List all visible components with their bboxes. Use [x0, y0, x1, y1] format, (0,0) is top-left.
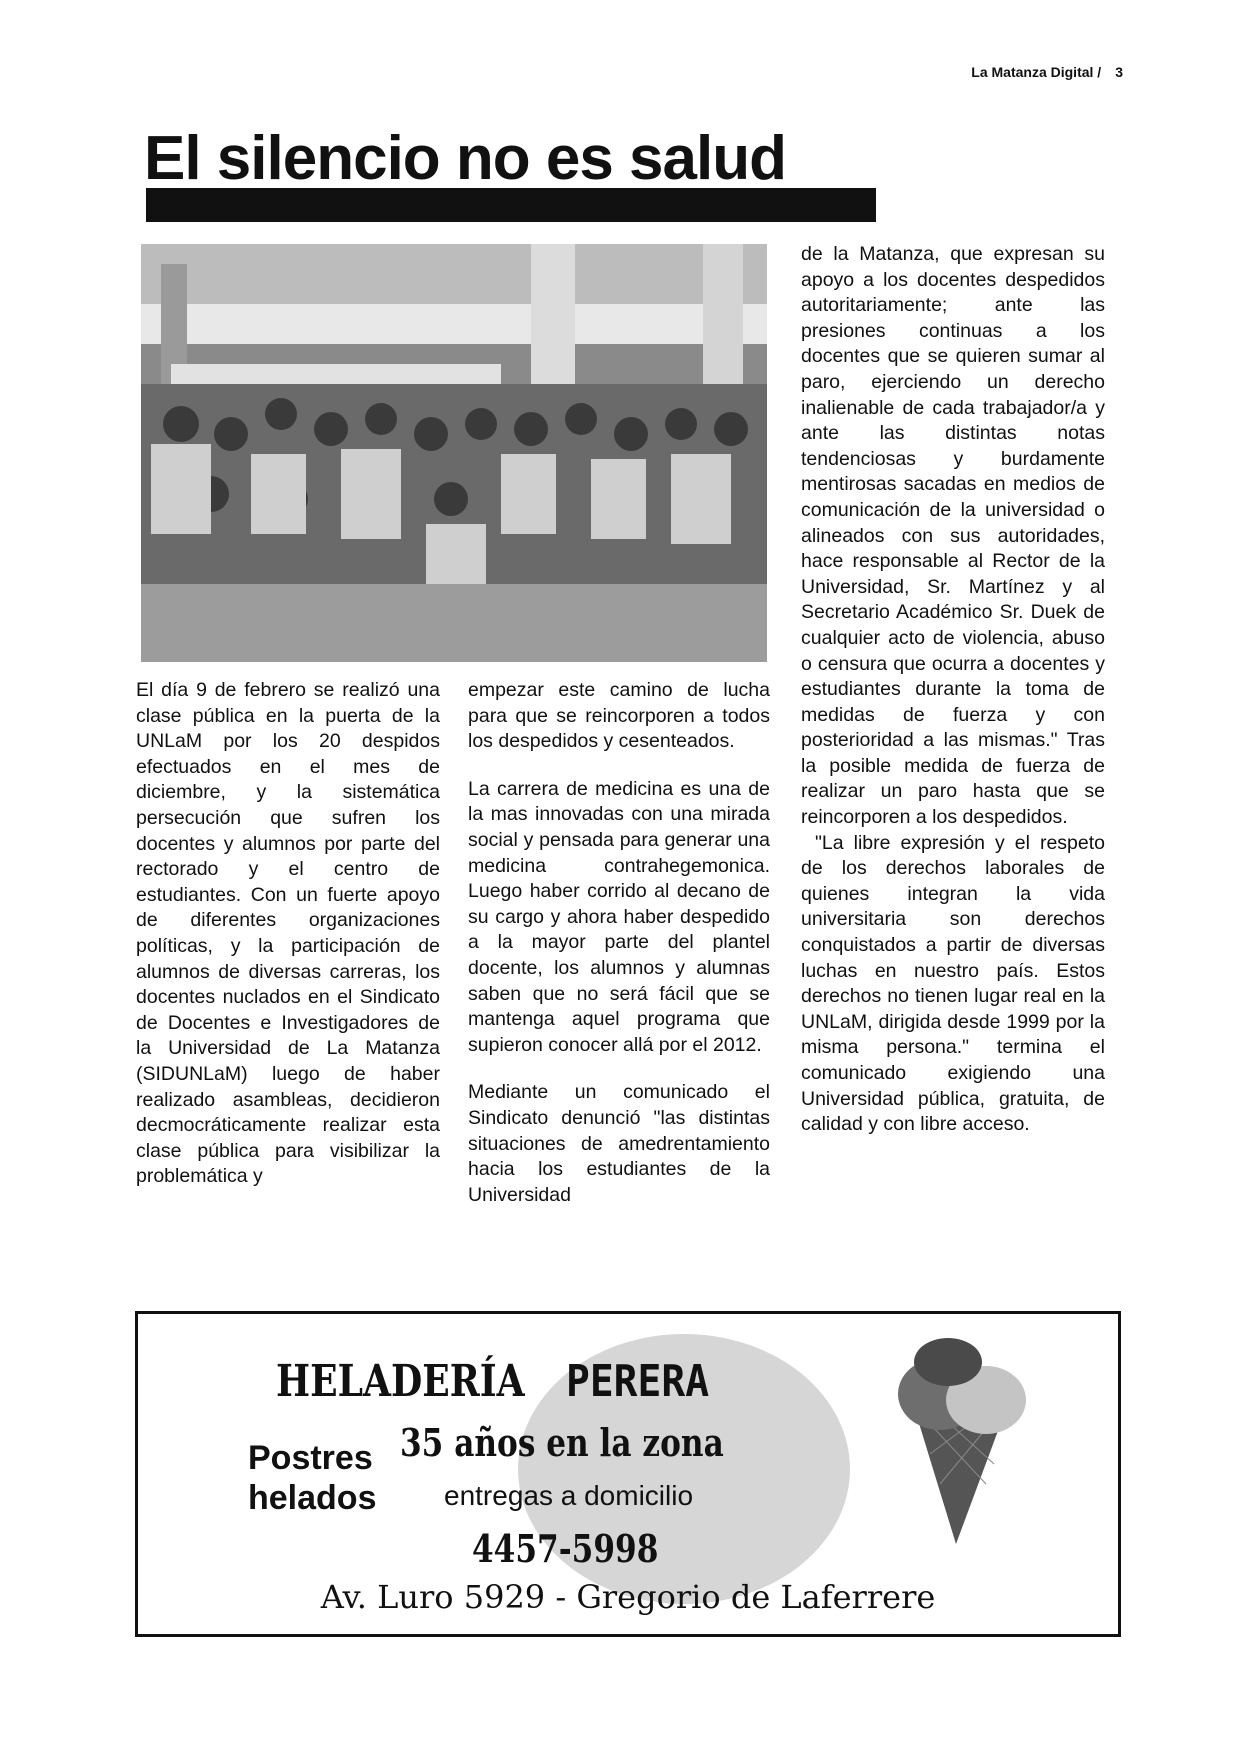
paragraph: La carrera de medicina es una de la mas innovadas con una mirada social y pensada para generar una medicina contrahegemonica. Luego haber corrido al decano de su cargo y ahora haber despedido a la mayor parte del plantel docente, los alumnos y alumnas saben que no será fácil que se mantenga aquel programa que supieron conocer allá por el 2012.: [468, 777, 770, 1056]
ad-years-tagline: 35 años en la zona: [400, 1420, 724, 1465]
article-title: El silencio no es salud: [140, 128, 790, 190]
paragraph: empezar este camino de lucha para que se reincorporen a todos los despedidos y cesenteados.: [468, 679, 770, 753]
paragraph: Mediante un comunicado el Sindicato denunció "las distintas situaciones de amedrentamiento hacia los estudiantes de la Universidad: [468, 1081, 770, 1206]
ad-address: Av. Luro 5929 - Gregorio de Laferrere: [320, 1578, 936, 1616]
ice-cream-cone-icon: [890, 1334, 1030, 1546]
article-column-1: [136, 678, 440, 1212]
paragraph: de la Matanza, que expresan su apoyo a los docentes despedidos autoritariamente; ante las presiones continuas a los docentes que se quieren sumar al paro, ejerciendo un derecho inalienable de cada trabajador/a y ante las distintas notas tendenciosas y burdamente mentirosas sacadas en medios de comunicación de la universidad o alineados con sus autoridades, hace responsable al Rector de la Universidad, Sr. Martínez y al Secretario Académico Sr. Duek de cualquier acto de violencia, abuso o censura que ocurra a docentes y estudiantes durante la toma de medidas de fuerza y con posterioridad a las mismas." Tras la posible medida de fuerza de realizar un paro hasta que se reincorporen a los despedidos.: [801, 243, 1105, 829]
paragraph: "La libre expresión y el respeto de los derechos laborales de quienes integran la vida universitaria son derechos conquistados a partir de diversas luchas en nuestro país. Estos derechos no tienen lugar real en la UNLaM, dirigida desde 1999 por la misma persona." termina el comunicado exigiendo una Universidad pública, gratuita, de calidad y con libre acceso.: [801, 831, 1105, 1136]
article-column-3: [801, 242, 1105, 1138]
paragraph: El día 9 de febrero se realizó una clase pública en la puerta de la UNLaM por los 20 despidos efectuados en el mes de diciembre, y la sistemática persecución que sufren los docentes y alumnos por parte del rectorado y el centro de estudiantes. Con un fuerte apoyo de diferentes organizaciones políticas, y la participación de alumnos de diversas carreras, los docentes nuclados en el Sindicato de Docentes e Investigadores de la Universidad de La Matanza (SIDUNLaM) luego de haber realizado asambleas, decidieron decmocráticamente realizar esta clase pública para visibilizar la problemática y: [136, 679, 440, 1188]
page-number: 3: [1115, 64, 1123, 80]
publication-name: La Matanza Digital /: [971, 64, 1102, 80]
protest-photo: [141, 244, 767, 662]
article-column-2: [468, 678, 770, 1230]
title-underline-bar: [146, 188, 876, 222]
ad-brand-name-2: PERERA: [566, 1356, 710, 1407]
ad-postres-label: Postres helados: [248, 1439, 377, 1517]
ad-delivery-text: entregas a domicilio: [444, 1480, 694, 1511]
page-header: [971, 64, 1123, 80]
ad-brand-name: HELADERÍA: [276, 1356, 525, 1407]
ice-cream-advertisement: [135, 1311, 1121, 1637]
ad-phone-number: 4457-5998: [472, 1526, 659, 1571]
